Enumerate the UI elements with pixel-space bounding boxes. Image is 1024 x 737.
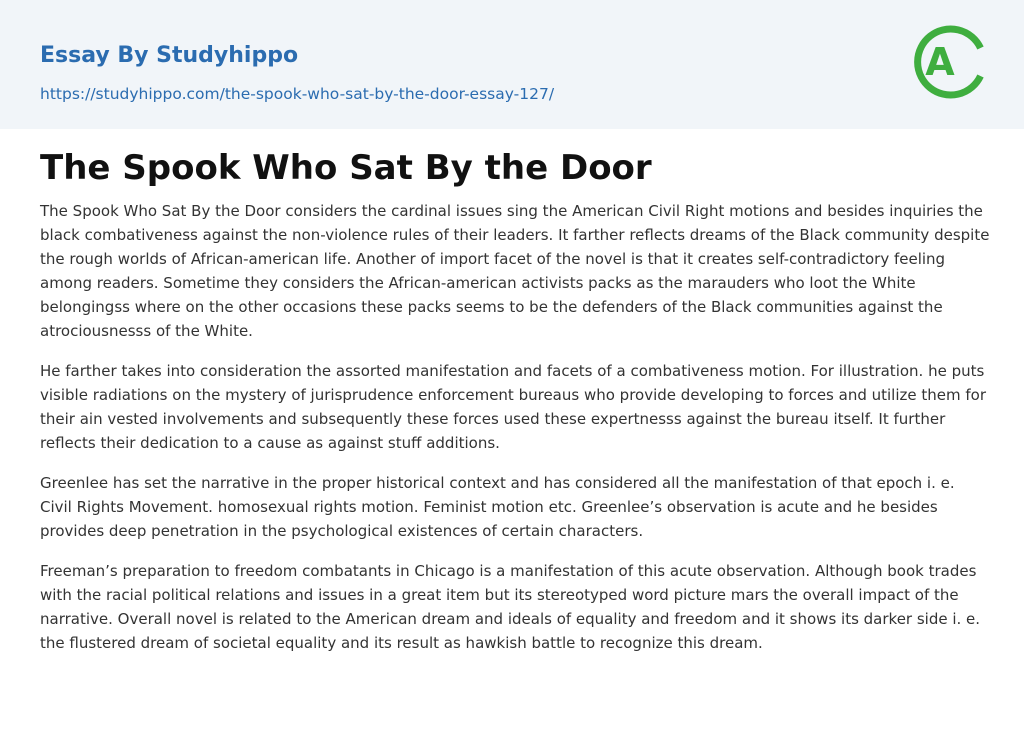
- paragraph-3: Greenlee has set the narrative in the proper historical context and has considered all the manifestation of that epoch i. e. Civil Rights Movement. homosexual rights motion. Feminist motion etc. Greenlee’s observation is acute and he besides provides deep penetration in the psychological existences of certain characters.: [40, 474, 955, 540]
- article: [40, 147, 990, 671]
- logo-letter: A: [925, 40, 955, 84]
- paragraph-1: The Spook Who Sat By the Door considers the cardinal issues sing the American Civil Right motions and besides inquiries the black combativeness against the non-violence rules of their leaders. It farther reflects dreams of the Black community despite the rough worlds of African-american life. Another of import facet of the novel is that it creates self-contradictory feeling among readers. Sometime they considers the African-american activists packs as the marauders who loot the White belongingss where on the other occasions these packs seems to be the defenders of the Black communities against the atrociousnesss of the White.: [40, 202, 990, 340]
- site-header: [0, 0, 1024, 129]
- paragraph-2: He farther takes into consideration the assorted manifestation and facets of a combativeness motion. For illustration. he puts visible radiations on the mystery of jurisprudence enforcement bureaus who provide developing to forces and utilize them for their ain vested involvements and subsequently these forces used these expertnesss against the bureau itself. It further reflects their dedication to a cause as against stuff additions.: [40, 362, 987, 452]
- site-title[interactable]: Essay By Studyhippo: [40, 43, 299, 68]
- studyhippo-logo-icon[interactable]: [914, 20, 986, 104]
- essay-url-link[interactable]: https://studyhippo.com/the-spook-who-sat-by-the-door-essay-127/: [40, 85, 555, 103]
- paragraph-4: Freeman’s preparation to freedom combatants in Chicago is a manifestation of this acute observation. Although book trades with the racial political relations and issues in a great item but its stereotyped word picture mars the overall impact of the narrative. Overall novel is related to the American dream and ideals of equality and freedom and it shows its darker side i. e. the flustered dream of societal equality and its result as hawkish battle to recognize this dream.: [40, 562, 981, 652]
- page-title: The Spook Who Sat By the Door: [40, 148, 652, 188]
